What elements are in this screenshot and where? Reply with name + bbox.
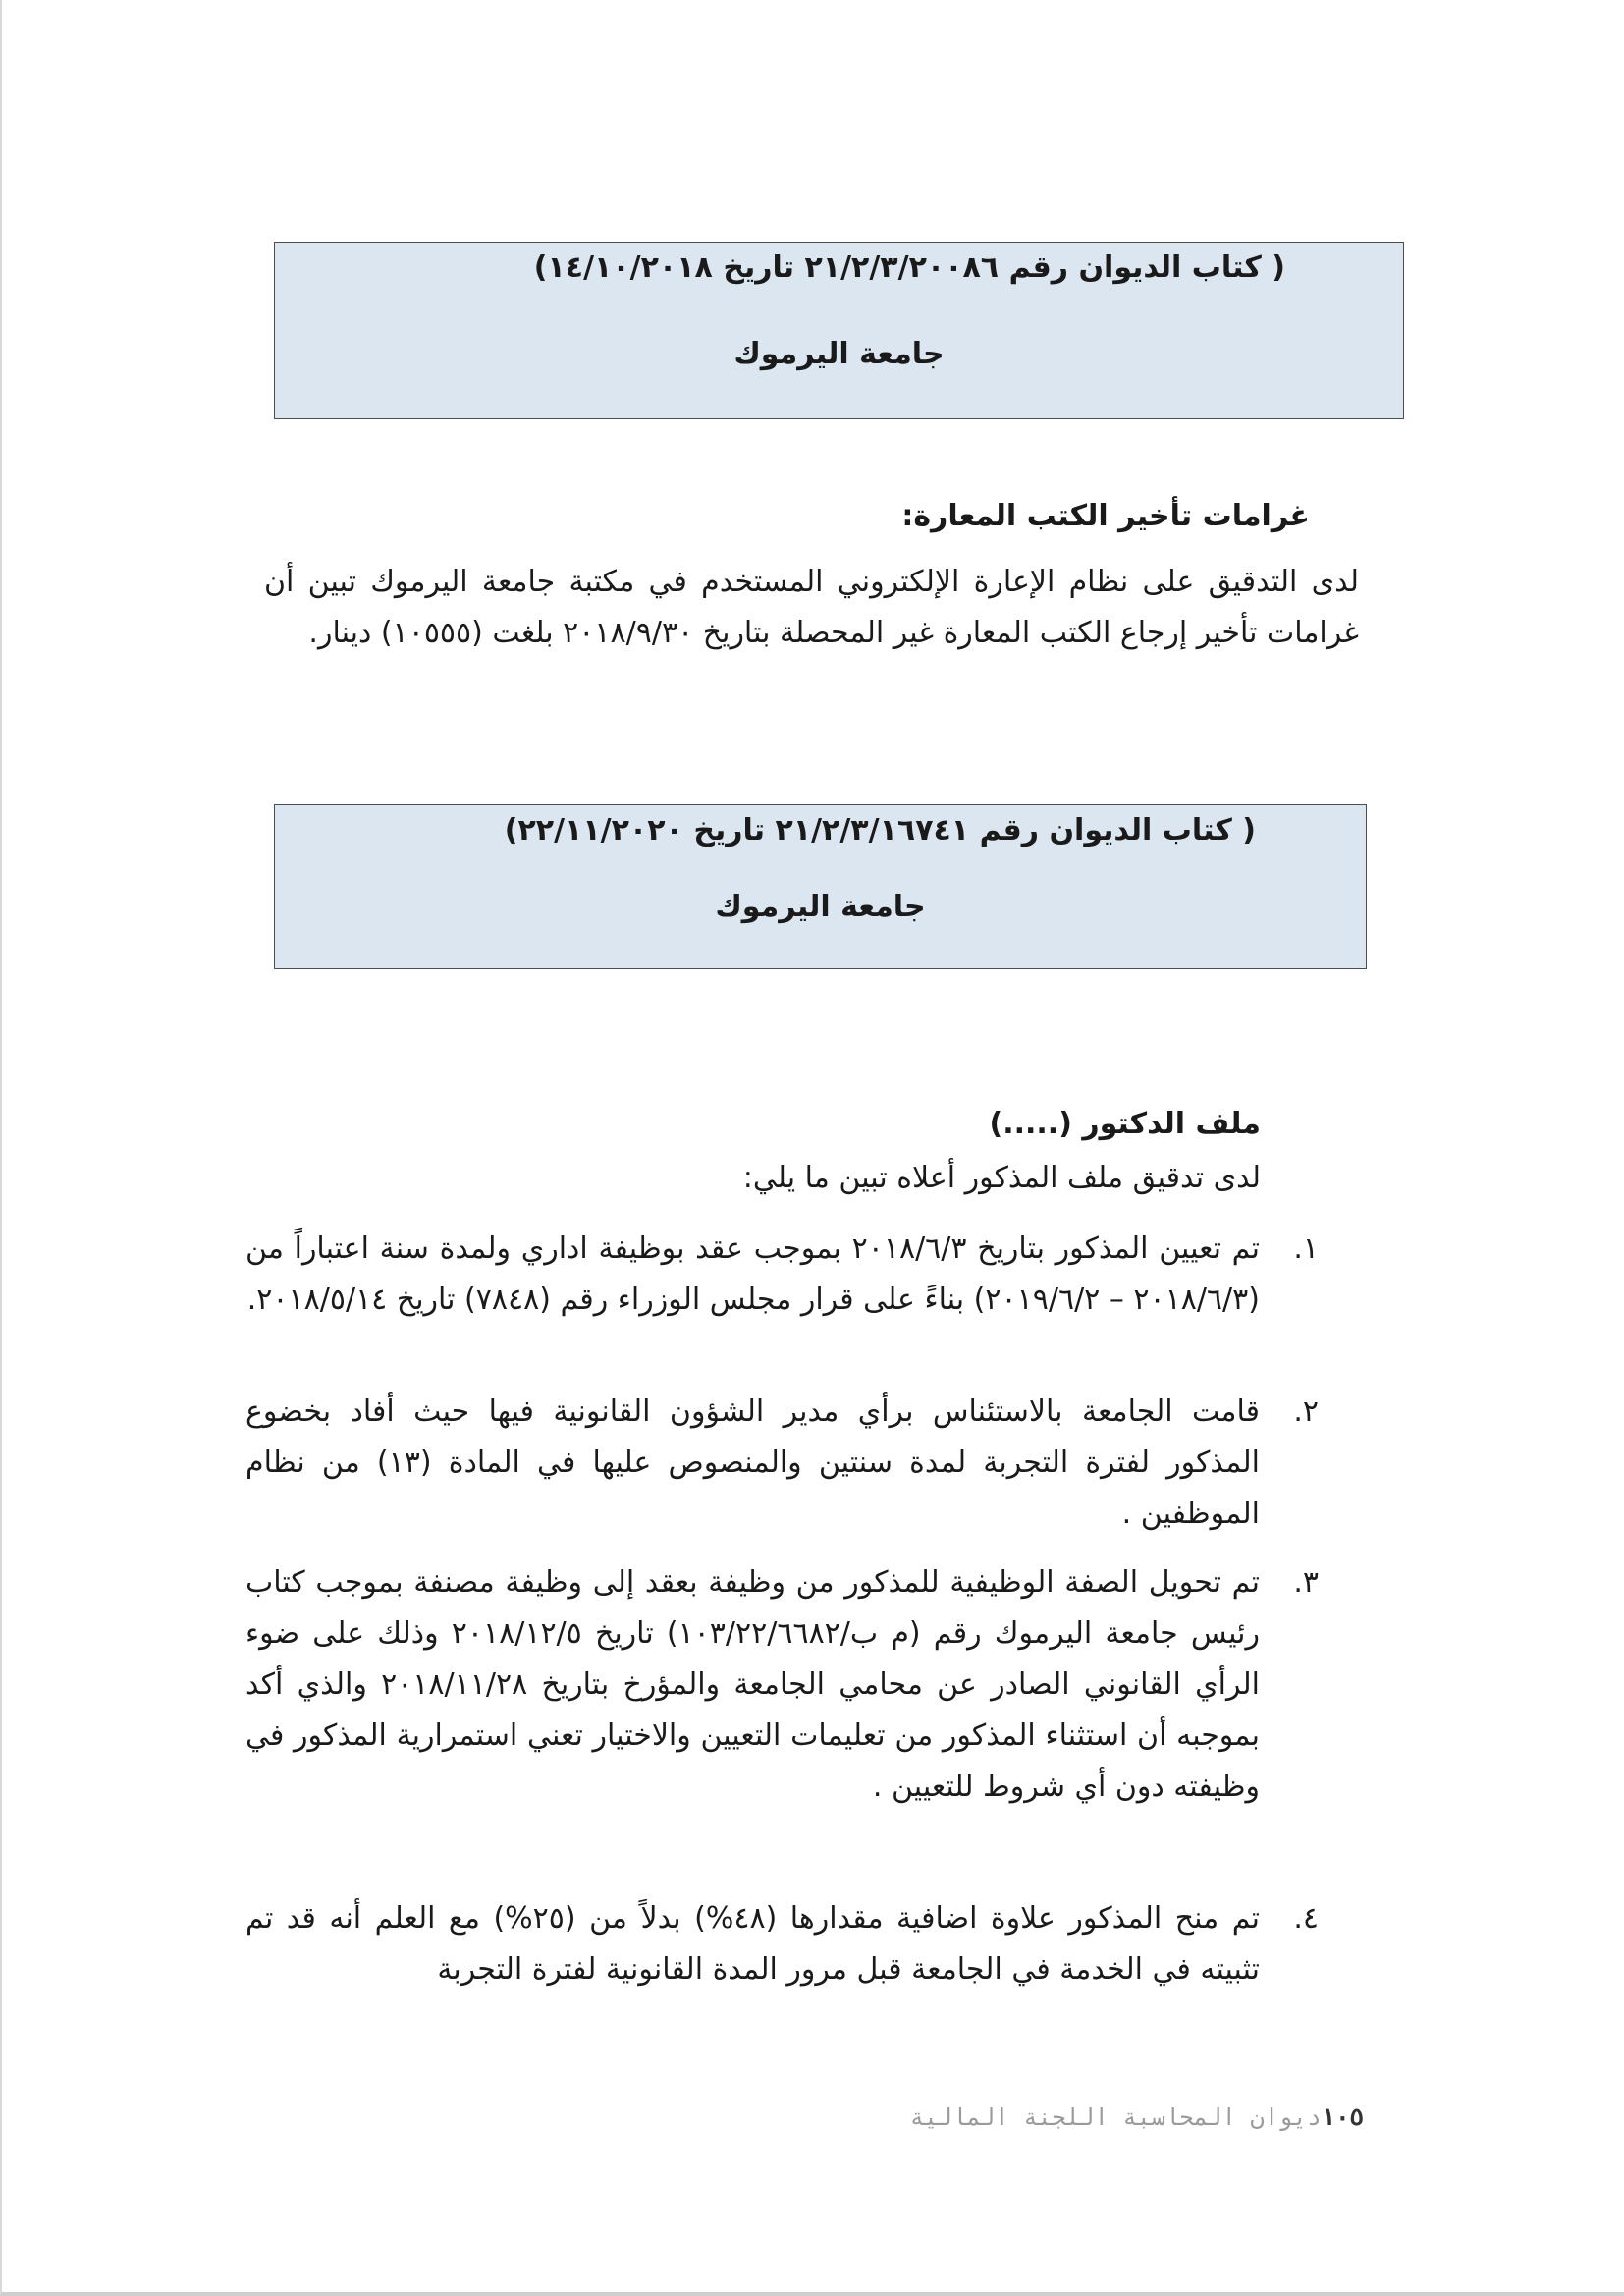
section-2-intro: لدى تدقيق ملف المذكور أعلاه تبين ما يلي:	[742, 1161, 1261, 1195]
reference-box-1	[274, 242, 1404, 419]
reference-box-2	[274, 804, 1367, 969]
reference-box-2-title: ( كتاب الديوان رقم ٢١/٢/٣/١٦٧٤١ تاريخ ٢٢/١١/٢٠٢٠)	[504, 813, 1256, 847]
reference-box-1-title: ( كتاب الديوان رقم ٢١/٢/٣/٢٠٠٨٦ تاريخ ١٤/١٠/٢٠١٨)	[533, 250, 1285, 285]
finding-item-2-text: قامت الجامعة بالاستئناس برأي مدير الشؤون القانونية فيها حيث أفاد بخضوع المذكور لفترة التجربة لمدة سنتين والمنصوص عليها في المادة (١٣) من نظام الموظفين .	[245, 1394, 1260, 1531]
section-2-heading: ملف الدكتور (.....)	[989, 1107, 1261, 1141]
finding-item-3-text: تم تحويل الصفة الوظيفية للمذكور من وظيفة بعقد إلى وظيفة مصنفة بموجب كتاب رئيس جامعة اليرموك رقم (م ب/١٠٣/٢٢/٦٦٨٢) تاريخ ٢٠١٨/١٢/٥ وذلك على ضوء الرأي القانوني الصادر عن محامي الجامعة والمؤرخ بتاريخ ٢٠١٨/١١/٢٨ والذي أكد بموجبه أن استثناء المذكور من تعليمات التعيين والاختيار تعني استمرارية المذكور في وظيفته دون أي شروط للتعيين .	[245, 1565, 1260, 1804]
finding-item-1-number: ١.	[1293, 1231, 1319, 1266]
page-footer	[910, 2104, 1364, 2131]
page-number: ١٠٥	[1321, 2104, 1364, 2131]
finding-item-4-number: ٤.	[1293, 1901, 1319, 1936]
footer-text: ديوان المحاسبة اللجنة المالية	[909, 2104, 1322, 2131]
section-1-heading: غرامات تأخير الكتب المعارة:	[901, 499, 1310, 533]
finding-item-3-number: ٣.	[1293, 1565, 1319, 1600]
reference-box-2-entity: جامعة اليرموك	[715, 890, 926, 924]
section-1-body: لدى التدقيق على نظام الإعارة الإلكتروني المستخدم في مكتبة جامعة اليرموك تبين أن غرامات تأخير إرجاع الكتب المعارة غير المحصلة بتاريخ ٢٠١٨/٩/٣٠ بلغت (١٠٥٥٥) دينار.	[264, 565, 1359, 650]
reference-box-1-entity: جامعة اليرموك	[733, 337, 945, 371]
finding-item-1-text: تم تعيين المذكور بتاريخ ٢٠١٨/٦/٣ بموجب عقد بوظيفة اداري ولمدة سنة اعتباراً من (٢٠١٨/٦/٣ – ٢٠١٩/٦/٢) بناءً على قرار مجلس الوزراء رقم (٧٨٤٨) تاريخ ٢٠١٨/٥/١٤.	[245, 1231, 1260, 1317]
finding-item-4-text: تم منح المذكور علاوة اضافية مقدارها (٤٨%) بدلاً من (٢٥%) مع العلم أنه قد تم تثبيته في الخدمة في الجامعة قبل مرور المدة القانونية لفترة التجربة	[245, 1901, 1261, 1987]
finding-item-2-number: ٢.	[1293, 1394, 1319, 1429]
